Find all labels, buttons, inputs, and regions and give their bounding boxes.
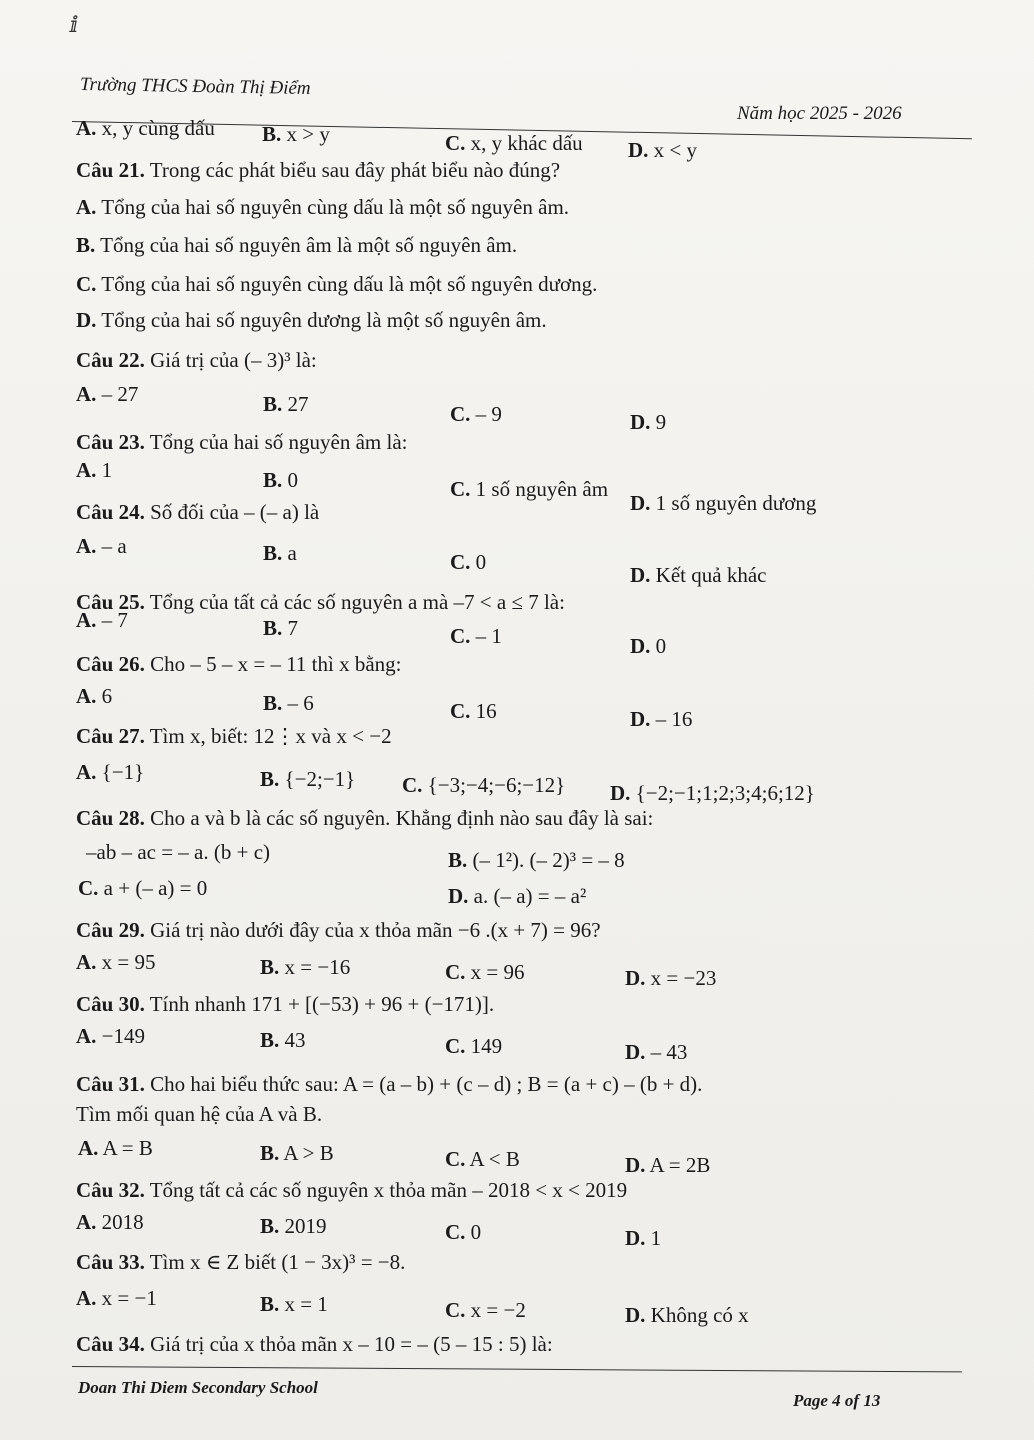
- q31-option-b[interactable]: B. A > B: [260, 1141, 334, 1165]
- q23-option-d[interactable]: D. 1 số nguyên dương: [630, 491, 817, 515]
- question-30: Câu 30. Tính nhanh 171 + [(−53) + 96 + (−171)].: [76, 992, 495, 1016]
- q27-option-d[interactable]: D. {−2;−1;1;2;3;4;6;12}: [610, 781, 815, 805]
- q21-statement-a[interactable]: A. Tổng của hai số nguyên cùng dấu là một số nguyên âm.: [76, 195, 570, 219]
- q27-option-a[interactable]: A. {−1}: [76, 760, 145, 784]
- question-24: Câu 24. Số đối của – (– a) là: [76, 500, 320, 524]
- q29-option-c[interactable]: C. x = 96: [445, 960, 525, 984]
- footer-page-number: Page 4 of 13: [793, 1391, 881, 1410]
- q33-option-a[interactable]: A. x = −1: [76, 1286, 157, 1310]
- q28-option-b[interactable]: B. (– 1²). (– 2)³ = – 8: [448, 848, 625, 872]
- q28-option-c[interactable]: C. a + (– a) = 0: [78, 876, 208, 900]
- q23-option-b[interactable]: B. 0: [263, 468, 299, 492]
- q32-option-a[interactable]: A. 2018: [76, 1210, 144, 1234]
- q33-option-c[interactable]: C. x = −2: [445, 1298, 526, 1322]
- q31-option-c[interactable]: C. A < B: [445, 1147, 520, 1171]
- q32-option-b[interactable]: B. 2019: [260, 1214, 327, 1238]
- top-option-d[interactable]: D. x < y: [628, 138, 698, 162]
- header-school: Trường THCS Đoàn Thị Điểm: [79, 73, 311, 100]
- q27-option-c[interactable]: C. {−3;−4;−6;−12}: [402, 773, 566, 797]
- q31-option-d[interactable]: D. A = 2B: [625, 1153, 711, 1177]
- q22-option-a[interactable]: A. – 27: [76, 382, 139, 406]
- q30-option-d[interactable]: D. – 43: [625, 1040, 688, 1064]
- q25-option-a[interactable]: A. – 7: [76, 608, 128, 632]
- q24-option-c[interactable]: C. 0: [450, 550, 487, 574]
- q30-option-b[interactable]: B. 43: [260, 1028, 306, 1052]
- top-option-a[interactable]: A. x, y cùng dấu: [76, 116, 215, 140]
- question-23: Câu 23. Tổng của hai số nguyên âm là:: [76, 430, 408, 454]
- q31-option-a[interactable]: A. A = B: [78, 1136, 153, 1160]
- q22-option-b[interactable]: B. 27: [263, 392, 309, 416]
- question-26: Câu 26. Cho – 5 – x = – 11 thì x bằng:: [76, 652, 402, 676]
- q33-option-d[interactable]: D. Không có x: [625, 1303, 749, 1327]
- q30-option-a[interactable]: A. −149: [76, 1024, 146, 1048]
- corner-mark-icon: ⅈ: [70, 12, 79, 37]
- footer-school: Doan Thi Diem Secondary School: [78, 1378, 318, 1397]
- q24-option-b[interactable]: B. a: [263, 541, 297, 565]
- q25-option-d[interactable]: D. 0: [630, 634, 667, 658]
- q22-option-d[interactable]: D. 9: [630, 410, 667, 434]
- top-option-b[interactable]: B. x > y: [262, 122, 330, 146]
- q23-option-c[interactable]: C. 1 số nguyên âm: [450, 477, 609, 501]
- q26-option-c[interactable]: C. 16: [450, 699, 497, 723]
- top-option-c[interactable]: C. x, y khác dấu: [445, 131, 583, 155]
- q28-option-a[interactable]: –ab – ac = – a. (b + c): [86, 840, 271, 864]
- q26-option-b[interactable]: B. – 6: [263, 691, 314, 715]
- q25-option-c[interactable]: C. – 1: [450, 624, 502, 648]
- footer-rule: [72, 1366, 962, 1372]
- q33-option-b[interactable]: B. x = 1: [260, 1292, 328, 1316]
- question-29: Câu 29. Giá trị nào dưới đây của x thỏa mãn −6 .(x + 7) = 96?: [76, 918, 601, 942]
- question-32: Câu 32. Tổng tất cả các số nguyên x thỏa mãn – 2018 < x < 2019: [76, 1178, 628, 1202]
- q23-option-a[interactable]: A. 1: [76, 458, 113, 482]
- q26-option-d[interactable]: D. – 16: [630, 707, 693, 731]
- q21-statement-d[interactable]: D. Tổng của hai số nguyên dương là một số nguyên âm.: [76, 308, 547, 332]
- q32-option-c[interactable]: C. 0: [445, 1220, 482, 1244]
- q28-option-d[interactable]: D. a. (– a) = – a²: [448, 884, 587, 908]
- q29-option-d[interactable]: D. x = −23: [625, 966, 717, 990]
- q29-option-a[interactable]: A. x = 95: [76, 950, 156, 974]
- question-22: Câu 22. Giá trị của (– 3)³ là:: [76, 348, 317, 372]
- question-34: Câu 34. Giá trị của x thỏa mãn x – 10 = – (5 – 15 : 5) là:: [76, 1332, 553, 1356]
- question-28: Câu 28. Cho a và b là các số nguyên. Khẳng định nào sau đây là sai:: [76, 806, 654, 830]
- question-25: Câu 25. Tổng của tất cả các số nguyên a mà –7 < a ≤ 7 là:: [76, 590, 565, 614]
- q25-option-b[interactable]: B. 7: [263, 616, 299, 640]
- question-33: Câu 33. Tìm x ∈ Z biết (1 − 3x)³ = −8.: [76, 1250, 406, 1274]
- question-21: Câu 21. Trong các phát biểu sau đây phát biểu nào đúng?: [76, 158, 561, 182]
- q24-option-d[interactable]: D. Kết quả khác: [630, 563, 767, 587]
- q22-option-c[interactable]: C. – 9: [450, 402, 502, 426]
- question-27: Câu 27. Tìm x, biết: 12⋮x và x < −2: [76, 724, 392, 748]
- q21-statement-c[interactable]: C. Tổng của hai số nguyên cùng dấu là một số nguyên dương.: [76, 272, 598, 296]
- q21-statement-b[interactable]: B. Tổng của hai số nguyên âm là một số nguyên âm.: [76, 233, 518, 257]
- question-31-prompt: Tìm mối quan hệ của A và B.: [76, 1102, 323, 1126]
- q30-option-c[interactable]: C. 149: [445, 1034, 503, 1058]
- q32-option-d[interactable]: D. 1: [625, 1226, 662, 1250]
- q26-option-a[interactable]: A. 6: [76, 684, 113, 708]
- q29-option-b[interactable]: B. x = −16: [260, 955, 351, 979]
- q27-option-b[interactable]: B. {−2;−1}: [260, 767, 356, 791]
- question-31: Câu 31. Cho hai biểu thức sau: A = (a – b) + (c – d) ; B = (a + c) – (b + d).: [76, 1072, 703, 1096]
- q24-option-a[interactable]: A. – a: [76, 534, 127, 558]
- header-year: Năm học 2025 - 2026: [737, 103, 902, 124]
